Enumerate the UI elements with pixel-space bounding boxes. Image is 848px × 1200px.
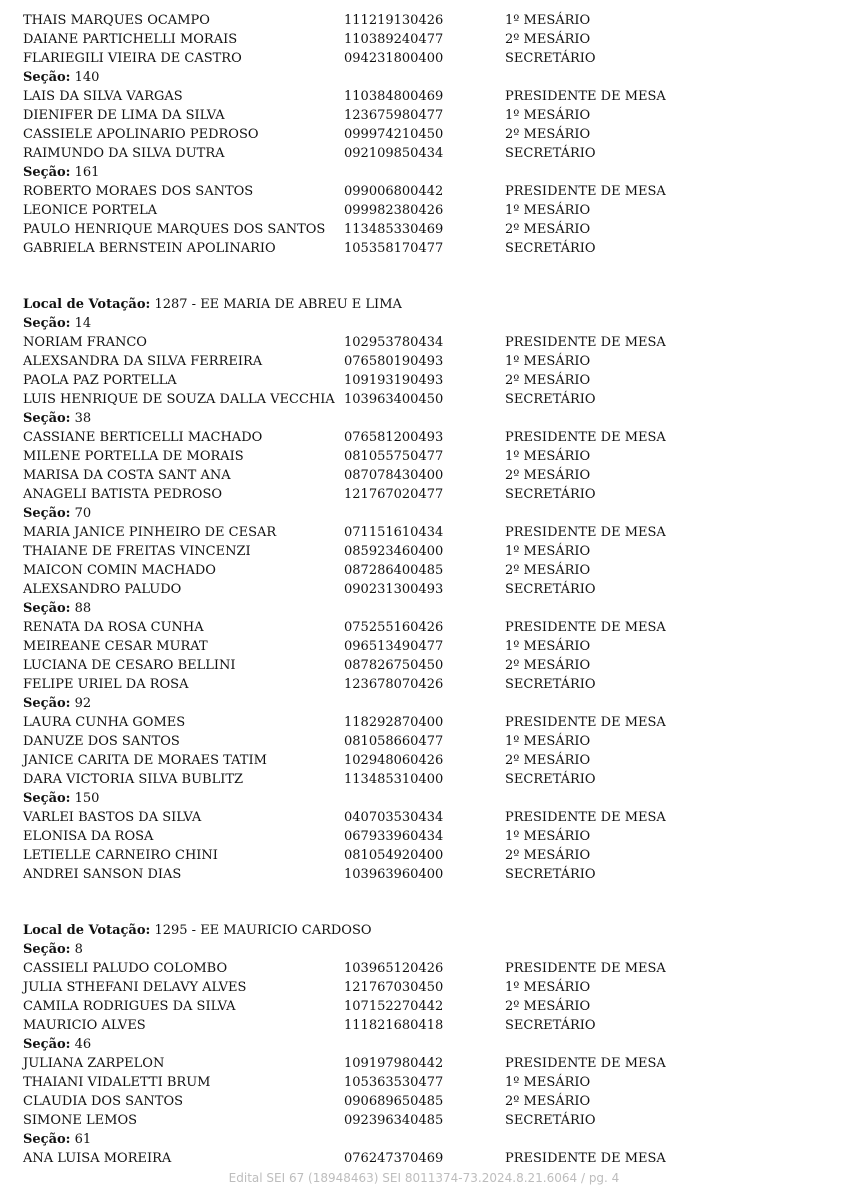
member-role: SECRETÁRIO (505, 1113, 596, 1128)
member-name: GABRIELA BERNSTEIN APOLINARIO (23, 241, 276, 256)
member-code: 102953780434 (344, 335, 444, 350)
member-name: LUCIANA DE CESARO BELLINI (23, 658, 236, 673)
member-name: LETIELLE CARNEIRO CHINI (23, 848, 218, 863)
section-heading (23, 409, 823, 428)
member-role: PRESIDENTE DE MESA (505, 1056, 666, 1071)
member-code: 110384800469 (344, 89, 444, 104)
member-name: NORIAM FRANCO (23, 335, 147, 350)
member-code: 090231300493 (344, 582, 444, 597)
member-row (23, 675, 823, 694)
member-row (23, 959, 823, 978)
member-row (23, 1016, 823, 1035)
member-code: 092109850434 (344, 146, 444, 161)
member-role: SECRETÁRIO (505, 241, 596, 256)
section-label: Seção: (23, 1132, 71, 1147)
member-name: MILENE PORTELLA DE MORAIS (23, 449, 244, 464)
member-code: 105358170477 (344, 241, 444, 256)
member-name: DARA VICTORIA SILVA BUBLITZ (23, 772, 244, 787)
member-code: 121767030450 (344, 980, 444, 995)
member-code: 110389240477 (344, 32, 444, 47)
member-row (23, 1149, 823, 1168)
member-name: FELIPE URIEL DA ROSA (23, 677, 189, 692)
member-name: THAIANE DE FREITAS VINCENZI (23, 544, 251, 559)
member-row (23, 656, 823, 675)
member-code: 118292870400 (344, 715, 444, 730)
member-role: 1º MESÁRIO (505, 13, 591, 28)
member-role: PRESIDENTE DE MESA (505, 335, 666, 350)
member-row (23, 561, 823, 580)
section-heading (23, 504, 823, 523)
member-role: 2º MESÁRIO (505, 468, 591, 483)
member-code: 087078430400 (344, 468, 444, 483)
section-label: Seção: (23, 165, 71, 180)
member-code: 105363530477 (344, 1075, 444, 1090)
member-name: RAIMUNDO DA SILVA DUTRA (23, 146, 225, 161)
member-code: 087286400485 (344, 563, 444, 578)
member-code: 103963400450 (344, 392, 444, 407)
member-role: SECRETÁRIO (505, 1018, 596, 1033)
member-name: THAIS MARQUES OCAMPO (23, 13, 210, 28)
member-role: 1º MESÁRIO (505, 639, 591, 654)
member-role: PRESIDENTE DE MESA (505, 1151, 666, 1166)
member-name: ROBERTO MORAES DOS SANTOS (23, 184, 254, 199)
member-role: SECRETÁRIO (505, 487, 596, 502)
member-code: 094231800400 (344, 51, 444, 66)
member-role: 1º MESÁRIO (505, 203, 591, 218)
member-role: SECRETÁRIO (505, 772, 596, 787)
voting-location-value: 1287 - EE MARIA DE ABREU E LIMA (154, 297, 402, 312)
member-name: PAOLA PAZ PORTELLA (23, 373, 177, 388)
member-name: VARLEI BASTOS DA SILVA (23, 810, 202, 825)
member-row (23, 11, 823, 30)
member-name: LAURA CUNHA GOMES (23, 715, 186, 730)
member-code: 087826750450 (344, 658, 444, 673)
member-code: 103963960400 (344, 867, 444, 882)
member-role: SECRETÁRIO (505, 51, 596, 66)
member-role: PRESIDENTE DE MESA (505, 430, 666, 445)
member-row (23, 637, 823, 656)
member-row (23, 49, 823, 68)
member-code: 099974210450 (344, 127, 444, 142)
section-heading (23, 940, 823, 959)
member-row (23, 808, 823, 827)
member-role: 1º MESÁRIO (505, 354, 591, 369)
member-code: 113485310400 (344, 772, 444, 787)
member-role: 1º MESÁRIO (505, 449, 591, 464)
member-name: THAIANI VIDALETTI BRUM (23, 1075, 211, 1090)
member-code: 096513490477 (344, 639, 444, 654)
member-row (23, 978, 823, 997)
member-row (23, 713, 823, 732)
section-number: 150 (74, 791, 100, 806)
member-name: JULIA STHEFANI DELAVY ALVES (23, 980, 247, 995)
member-role: 2º MESÁRIO (505, 658, 591, 673)
member-code: 123675980477 (344, 108, 444, 123)
member-name: RENATA DA ROSA CUNHA (23, 620, 204, 635)
member-role: PRESIDENTE DE MESA (505, 184, 666, 199)
member-row (23, 1111, 823, 1130)
member-code: 099006800442 (344, 184, 444, 199)
member-role: SECRETÁRIO (505, 146, 596, 161)
voting-location-label: Local de Votação: (23, 923, 151, 938)
member-row (23, 466, 823, 485)
member-role: 2º MESÁRIO (505, 222, 591, 237)
page-footer: Edital SEI 67 (18948463) SEI 8011374-73.2024.8.21.6064 / pg. 4 (228, 1171, 620, 1185)
member-role: 1º MESÁRIO (505, 980, 591, 995)
member-role: 2º MESÁRIO (505, 373, 591, 388)
member-name: CASSIELE APOLINARIO PEDROSO (23, 127, 259, 142)
member-name: FLARIEGILI VIEIRA DE CASTRO (23, 51, 242, 66)
member-name: PAULO HENRIQUE MARQUES DOS SANTOS (23, 222, 326, 237)
member-code: 081055750477 (344, 449, 444, 464)
member-row (23, 485, 823, 504)
member-name: SIMONE LEMOS (23, 1113, 138, 1128)
member-code: 123678070426 (344, 677, 444, 692)
member-name: MARISA DA COSTA SANT ANA (23, 468, 231, 483)
member-code: 085923460400 (344, 544, 444, 559)
member-code: 109193190493 (344, 373, 444, 388)
member-role: PRESIDENTE DE MESA (505, 620, 666, 635)
member-role: 2º MESÁRIO (505, 1094, 591, 1109)
document-page (23, 11, 823, 1168)
member-row (23, 106, 823, 125)
member-role: 1º MESÁRIO (505, 544, 591, 559)
member-name: ALEXSANDRO PALUDO (23, 582, 182, 597)
section-number: 140 (74, 70, 100, 85)
member-name: CLAUDIA DOS SANTOS (23, 1094, 184, 1109)
member-role: 2º MESÁRIO (505, 753, 591, 768)
member-row (23, 144, 823, 163)
section-label: Seção: (23, 1037, 71, 1052)
member-code: 099982380426 (344, 203, 444, 218)
member-row (23, 997, 823, 1016)
member-row (23, 846, 823, 865)
member-row (23, 751, 823, 770)
member-row (23, 770, 823, 789)
member-code: 092396340485 (344, 1113, 444, 1128)
member-name: JANICE CARITA DE MORAES TATIM (23, 753, 267, 768)
member-code: 076247370469 (344, 1151, 444, 1166)
member-code: 111821680418 (344, 1018, 444, 1033)
member-role: SECRETÁRIO (505, 677, 596, 692)
member-row (23, 125, 823, 144)
section-label: Seção: (23, 601, 71, 616)
member-name: CAMILA RODRIGUES DA SILVA (23, 999, 236, 1014)
member-role: 2º MESÁRIO (505, 32, 591, 47)
section-number: 88 (74, 601, 92, 616)
member-row (23, 201, 823, 220)
section-number: 61 (74, 1132, 92, 1147)
member-code: 102948060426 (344, 753, 444, 768)
member-role: SECRETÁRIO (505, 392, 596, 407)
member-code: 081054920400 (344, 848, 444, 863)
member-code: 067933960434 (344, 829, 444, 844)
member-name: DANUZE DOS SANTOS (23, 734, 180, 749)
member-row (23, 87, 823, 106)
member-role: 2º MESÁRIO (505, 999, 591, 1014)
member-name: MAURICIO ALVES (23, 1018, 146, 1033)
section-heading (23, 68, 823, 87)
member-row (23, 352, 823, 371)
section-heading (23, 1035, 823, 1054)
section-label: Seção: (23, 791, 71, 806)
section-number: 161 (74, 165, 100, 180)
voting-location-heading (23, 921, 823, 940)
member-name: ELONISA DA ROSA (23, 829, 154, 844)
member-name: MEIREANE CESAR MURAT (23, 639, 208, 654)
member-code: 071151610434 (344, 525, 444, 540)
member-row (23, 30, 823, 49)
section-label: Seção: (23, 411, 71, 426)
member-name: ANAGELI BATISTA PEDROSO (23, 487, 223, 502)
member-name: DIENIFER DE LIMA DA SILVA (23, 108, 225, 123)
member-row (23, 428, 823, 447)
member-row (23, 732, 823, 751)
member-row (23, 371, 823, 390)
member-name: ANA LUISA MOREIRA (23, 1151, 172, 1166)
member-code: 076580190493 (344, 354, 444, 369)
member-code: 090689650485 (344, 1094, 444, 1109)
member-role: PRESIDENTE DE MESA (505, 715, 666, 730)
member-row (23, 1092, 823, 1111)
member-row (23, 333, 823, 352)
member-name: ANDREI SANSON DIAS (23, 867, 182, 882)
section-heading (23, 314, 823, 333)
member-role: 2º MESÁRIO (505, 563, 591, 578)
member-code: 121767020477 (344, 487, 444, 502)
section-label: Seção: (23, 506, 71, 521)
section-heading (23, 789, 823, 808)
member-name: LEONICE PORTELA (23, 203, 158, 218)
member-code: 075255160426 (344, 620, 444, 635)
member-row (23, 239, 823, 258)
member-code: 081058660477 (344, 734, 444, 749)
member-code: 111219130426 (344, 13, 444, 28)
section-number: 14 (74, 316, 92, 331)
section-number: 8 (74, 942, 83, 957)
member-name: MAICON COMIN MACHADO (23, 563, 216, 578)
member-name: JULIANA ZARPELON (23, 1056, 165, 1071)
member-name: DAIANE PARTICHELLI MORAIS (23, 32, 238, 47)
member-row (23, 447, 823, 466)
member-row (23, 542, 823, 561)
section-label: Seção: (23, 316, 71, 331)
section-number: 46 (74, 1037, 92, 1052)
member-role: 1º MESÁRIO (505, 108, 591, 123)
section-label: Seção: (23, 696, 71, 711)
member-code: 113485330469 (344, 222, 444, 237)
member-row (23, 1054, 823, 1073)
member-name: CASSIELI PALUDO COLOMBO (23, 961, 228, 976)
member-name: CASSIANE BERTICELLI MACHADO (23, 430, 263, 445)
member-code: 109197980442 (344, 1056, 444, 1071)
member-code: 076581200493 (344, 430, 444, 445)
section-label: Seção: (23, 942, 71, 957)
member-role: 2º MESÁRIO (505, 127, 591, 142)
member-role: SECRETÁRIO (505, 867, 596, 882)
member-name: MARIA JANICE PINHEIRO DE CESAR (23, 525, 277, 540)
member-role: PRESIDENTE DE MESA (505, 89, 666, 104)
section-number: 70 (74, 506, 92, 521)
section-number: 92 (74, 696, 92, 711)
voting-location-value: 1295 - EE MAURICIO CARDOSO (154, 923, 372, 938)
member-role: 2º MESÁRIO (505, 848, 591, 863)
member-row (23, 865, 823, 884)
member-code: 040703530434 (344, 810, 444, 825)
voting-location-label: Local de Votação: (23, 297, 151, 312)
section-heading (23, 694, 823, 713)
section-label: Seção: (23, 70, 71, 85)
member-row (23, 220, 823, 239)
member-role: PRESIDENTE DE MESA (505, 961, 666, 976)
member-row (23, 580, 823, 599)
member-name: LUIS HENRIQUE DE SOUZA DALLA VECCHIA (23, 392, 335, 407)
member-role: PRESIDENTE DE MESA (505, 810, 666, 825)
member-role: 1º MESÁRIO (505, 829, 591, 844)
voting-location-heading (23, 295, 823, 314)
section-heading (23, 599, 823, 618)
member-name: ALEXSANDRA DA SILVA FERREIRA (23, 354, 263, 369)
member-code: 107152270442 (344, 999, 444, 1014)
member-row (23, 827, 823, 846)
section-number: 38 (74, 411, 92, 426)
section-heading (23, 163, 823, 182)
section-heading (23, 1130, 823, 1149)
member-row (23, 182, 823, 201)
member-row (23, 390, 823, 409)
member-role: SECRETÁRIO (505, 582, 596, 597)
member-row (23, 618, 823, 637)
member-role: 1º MESÁRIO (505, 734, 591, 749)
member-code: 103965120426 (344, 961, 444, 976)
member-row (23, 1073, 823, 1092)
member-row (23, 523, 823, 542)
member-role: 1º MESÁRIO (505, 1075, 591, 1090)
member-name: LAIS DA SILVA VARGAS (23, 89, 183, 104)
member-role: PRESIDENTE DE MESA (505, 525, 666, 540)
